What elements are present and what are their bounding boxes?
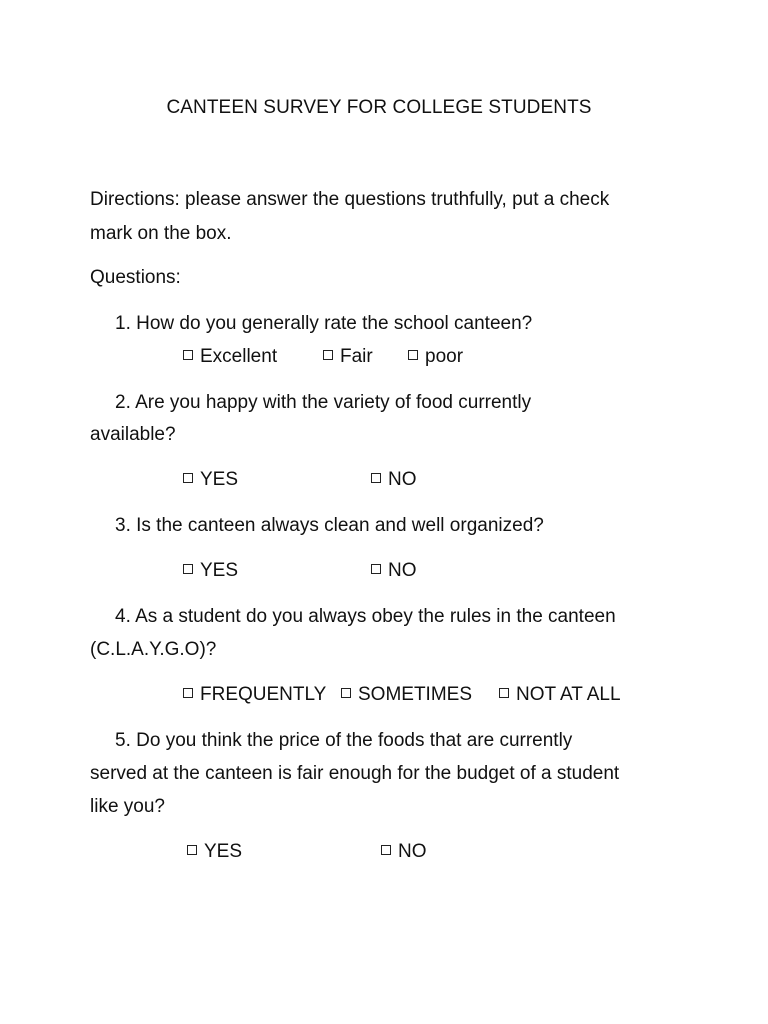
checkbox-icon[interactable] [499,688,509,698]
option-label: NO [388,469,417,490]
option-label: NO [398,841,427,862]
questions-label: Questions: [90,267,181,288]
checkbox-icon[interactable] [183,688,193,698]
question-2-option-yes[interactable] [183,470,238,489]
option-label: Fair [340,346,373,367]
option-label: poor [425,346,464,367]
option-label: Excellent [200,346,278,367]
checkbox-icon[interactable] [371,564,381,574]
checkbox-icon[interactable] [371,473,381,483]
question-5-text-line-3: like you? [90,796,165,817]
question-4-text-line-1: 4. As a student do you always obey the rules in the canteen [115,606,616,627]
option-label: FREQUENTLY [200,684,327,705]
option-label: YES [200,469,239,490]
directions-line-1: Directions: please answer the questions truthfully, put a check [90,189,610,210]
checkbox-icon[interactable] [187,845,197,855]
question-2-text-line-2: available? [90,424,176,445]
question-4-option-frequently[interactable] [183,685,326,704]
option-label: YES [204,841,243,862]
checkbox-icon[interactable] [183,350,193,360]
question-1-option-excellent[interactable] [183,347,277,366]
checkbox-icon[interactable] [183,473,193,483]
checkbox-icon[interactable] [381,845,391,855]
checkbox-icon[interactable] [341,688,351,698]
question-5-text-line-2: served at the canteen is fair enough for the budget of a student [90,763,620,784]
checkbox-icon[interactable] [408,350,418,360]
question-1-option-fair[interactable] [323,347,373,366]
question-1-text: 1. How do you generally rate the school canteen? [115,313,533,334]
question-2-text-line-1: 2. Are you happy with the variety of food currently [115,392,532,413]
question-4-option-sometimes[interactable] [341,685,472,704]
question-3-text: 3. Is the canteen always clean and well organized? [115,515,544,536]
option-label: YES [200,560,239,581]
page-title: CANTEEN SURVEY FOR COLLEGE STUDENTS [166,97,592,118]
question-3-option-yes[interactable] [183,561,238,580]
question-5-option-yes[interactable] [187,842,242,861]
question-4-option-not-at-all[interactable] [499,685,621,704]
option-label: NOT AT ALL [516,684,621,705]
question-5-text-line-1: 5. Do you think the price of the foods that are currently [115,730,573,751]
question-3-option-no[interactable] [371,561,417,580]
question-5-option-no[interactable] [381,842,427,861]
question-4-text-line-2: (C.L.A.Y.G.O)? [90,639,217,660]
option-label: NO [388,560,417,581]
question-2-option-no[interactable] [371,470,417,489]
option-label: SOMETIMES [358,684,473,705]
checkbox-icon[interactable] [323,350,333,360]
directions-line-2: mark on the box. [90,223,232,244]
question-1-option-poor[interactable] [408,347,463,366]
checkbox-icon[interactable] [183,564,193,574]
